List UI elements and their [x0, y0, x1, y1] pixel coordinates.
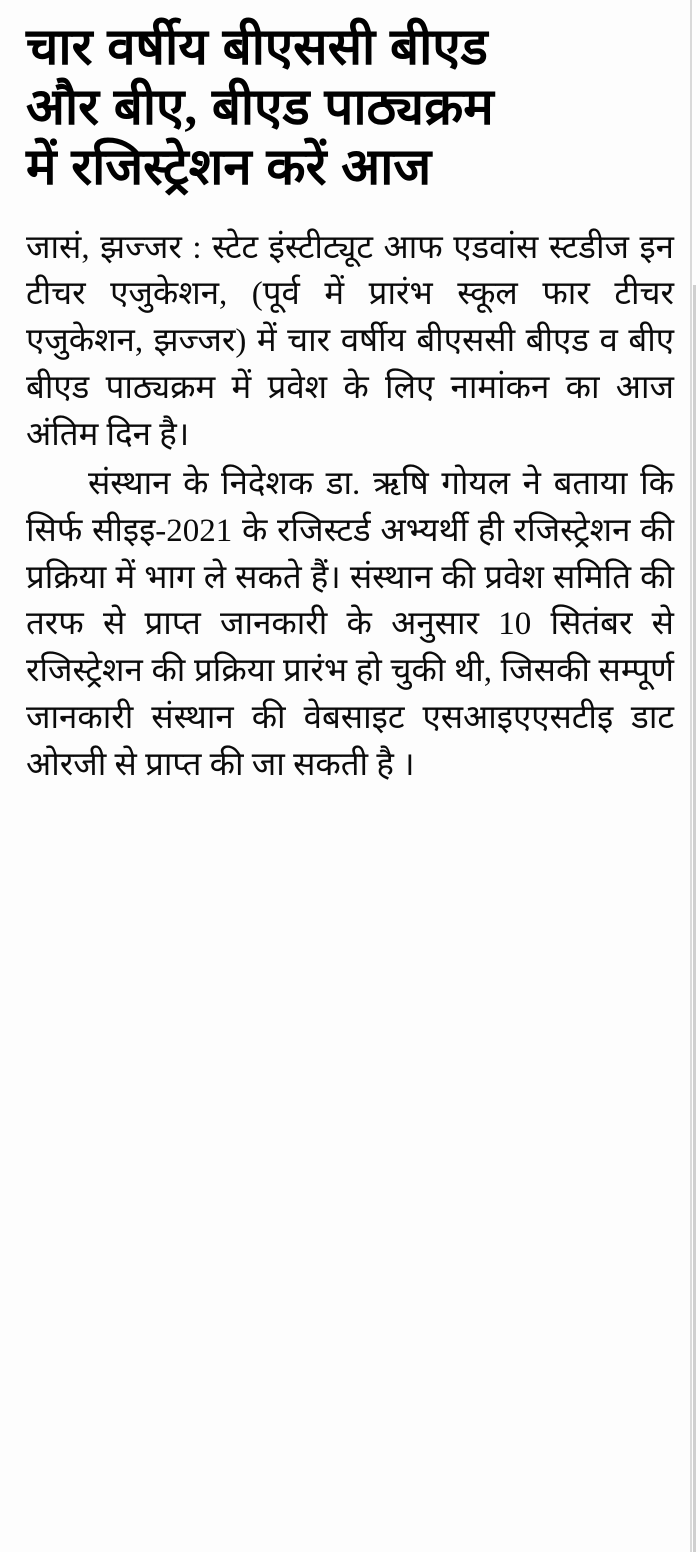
paragraph-2: संस्थान के निदेशक डा. ऋषि गोयल ने बताया कि सिर्फ सीइइ-2021 के रजिस्टर्ड अभ्यर्थी ही रजिस्ट्रेशन की प्रक्रिया में भाग ले सकते हैं। संस्थान की प्रवेश समिति की तरफ से प्राप्त जानकारी के अनुसार 10 सितंबर से रजिस्ट्रेशन की प्रक्रिया प्रारंभ हो चुकी थी, जिसकी सम्पूर्ण जानकारी संस्थान की वेबसाइट एसआइएएसटीइ डाट ओरजी से प्राप्त की जा सकती है । [26, 465, 674, 783]
article-body [26, 225, 674, 789]
headline-line-1: चार वर्षीय बीएससी बीएड [26, 20, 488, 76]
column-divider-rule-lower [693, 285, 696, 1552]
headline [26, 18, 674, 199]
column-divider-rule [690, 0, 692, 1552]
headline-line-2: और बीए, बीएड पाठ्यक्रम [26, 80, 494, 137]
headline-line-3: में रजिस्ट्रेशन करें आज [26, 140, 432, 197]
paragraph-1: जासं, झज्जर : स्टेट इंस्टीट्यूट आफ एडवांस स्टडीज इन टीचर एजुकेशन, (पूर्व में प्रारंभ स्कूल फार टीचर एजुकेशन, झज्जर) में चार वर्षीय बीएससी बीएड व बीए बीएड पाठ्यक्रम में प्रवेश के लिए नामांकन का आज अंतिम दिन है। [26, 229, 674, 453]
